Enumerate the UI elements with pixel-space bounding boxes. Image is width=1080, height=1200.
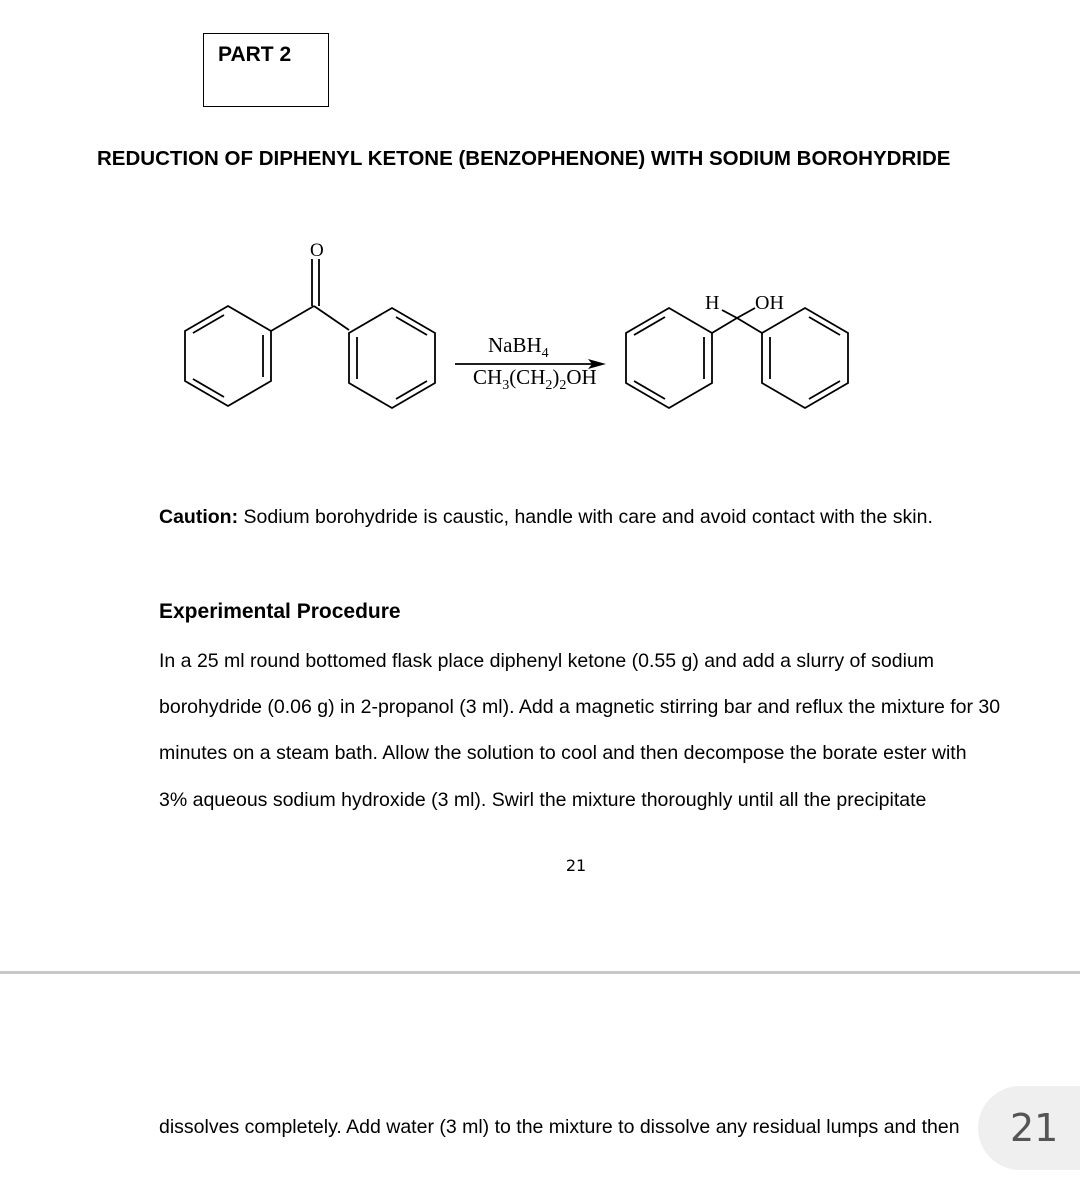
reagent-solvent: $CH_3(CH_2)_2OH$	[473, 365, 597, 393]
product-ring-left	[626, 308, 712, 408]
viewer-page-number: 21	[1010, 1106, 1059, 1150]
procedure-line: borohydride (0.06 g) in 2-propanol (3 ml). Add a magnetic stirring bar and reflux the mixture for 30	[159, 696, 1001, 718]
product-hydroxyl-label: OH	[755, 292, 784, 314]
procedure-line: minutes on a steam bath. Allow the solution to cool and then decompose the borate ester with	[159, 742, 967, 764]
carbonyl-group	[271, 259, 349, 331]
procedure-heading: Experimental Procedure	[159, 600, 401, 623]
reaction-scheme	[0, 230, 1080, 420]
part-label: PART 2	[218, 43, 292, 66]
procedure-line: In a 25 ml round bottomed flask place diphenyl ketone (0.55 g) and add a slurry of sodium	[159, 650, 935, 672]
viewer-page-indicator[interactable]	[978, 1086, 1080, 1170]
page-number: 21	[565, 856, 587, 875]
benzophenone-ring-right	[349, 308, 435, 408]
page-title: REDUCTION OF DIPHENYL KETONE (BENZOPHENONE) WITH SODIUM BOROHYDRIDE	[97, 147, 951, 170]
benzophenone-ring-left	[185, 306, 271, 406]
page-divider	[0, 971, 1080, 974]
reagent-nabh4: NaBH$_4$	[488, 333, 549, 361]
carbonyl-oxygen-label: O	[310, 240, 324, 261]
caution-label: Caution:	[159, 506, 239, 528]
product-hydrogen-label: H	[705, 292, 720, 314]
caution-note	[159, 506, 933, 529]
next-page-text: dissolves completely. Add water (3 ml) to the mixture to dissolve any residual lumps and then	[159, 1116, 960, 1138]
product-ring-right	[762, 308, 848, 408]
caution-text: Sodium borohydride is caustic, handle with care and avoid contact with the skin.	[238, 506, 933, 528]
procedure-line: 3% aqueous sodium hydroxide (3 ml). Swirl the mixture thoroughly until all the precipitate	[159, 789, 927, 811]
part-label-box	[203, 33, 329, 107]
